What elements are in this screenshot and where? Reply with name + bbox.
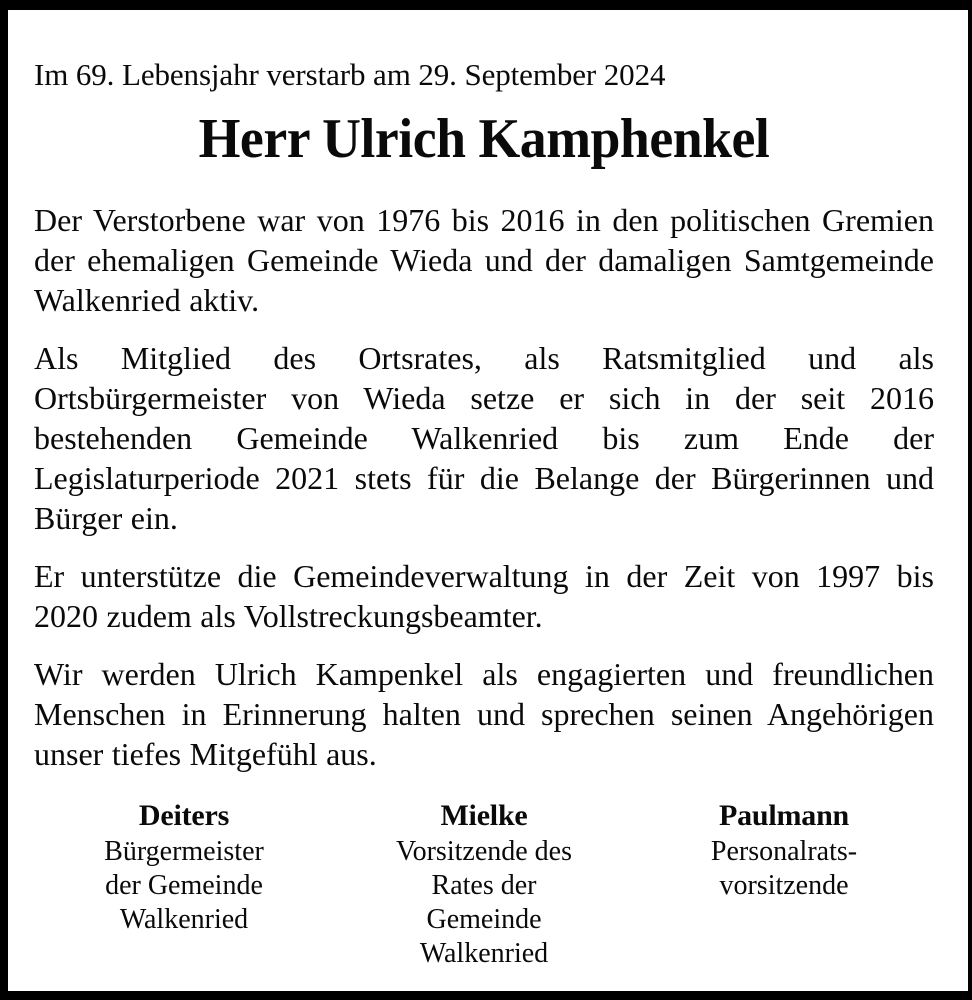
obituary-paragraph: Der Verstorbene war von 1976 bis 2016 in den politischen Gremien der ehemaligen Gemeinde Wieda und der damaligen Samtgemeinde Walkenried aktiv.: [34, 202, 934, 318]
signatory-name: Deiters: [138, 799, 230, 832]
signatory-role: [638, 835, 930, 903]
signatory-name: Mielke: [440, 799, 528, 832]
signatory-role-line: Gemeinde: [426, 904, 542, 935]
signatory-column: [634, 798, 934, 971]
signatory-block: [34, 798, 934, 971]
signatory-role-line: Walkenried: [419, 938, 549, 969]
signatory-role-line: Rates der: [431, 870, 537, 901]
signatory-name: Paulmann: [718, 799, 850, 832]
signatory-role-line: Walkenried: [119, 904, 249, 935]
signatory-role-line: vorsitzende: [719, 870, 849, 901]
obituary-paragraph: Wir werden Ulrich Kampenkel als engagierten und freundlichen Menschen in Erinnerung halten und sprechen seinen Angehörigen unser tiefes Mitgefühl aus.: [34, 656, 934, 772]
signatory-role-line: Personalrats-: [710, 836, 858, 867]
signatory-role: [38, 835, 330, 937]
obituary-paragraph: Er unterstütze die Gemeindeverwaltung in der Zeit von 1997 bis 2020 zudem als Vollstreckungsbeamter.: [34, 558, 934, 634]
obituary-paragraph: Als Mitglied des Ortsrates, als Ratsmitglied und als Ortsbürgermeister von Wieda setze er sich in der seit 2016 bestehenden Gemeinde Walkenried bis zum Ende der Legislaturperiode 2021 stets für die Belange der Bürgerinnen und Bürger ein.: [34, 340, 934, 536]
signatory-role-line: Vorsitzende des: [396, 836, 572, 867]
signatory-column: [34, 798, 334, 971]
signatory-role-line: Bürgermeister: [104, 836, 264, 867]
signatory-role-line: der Gemeinde: [105, 870, 263, 901]
deceased-name: Herr Ulrich Kamphenkel: [198, 108, 770, 170]
signatory-role: [338, 835, 630, 971]
obituary-body: [34, 200, 934, 774]
notice-content: [8, 56, 968, 1000]
signatory-column: [334, 798, 634, 971]
death-announcement-line: Im 69. Lebensjahr verstarb am 29. September 2024: [34, 57, 666, 92]
